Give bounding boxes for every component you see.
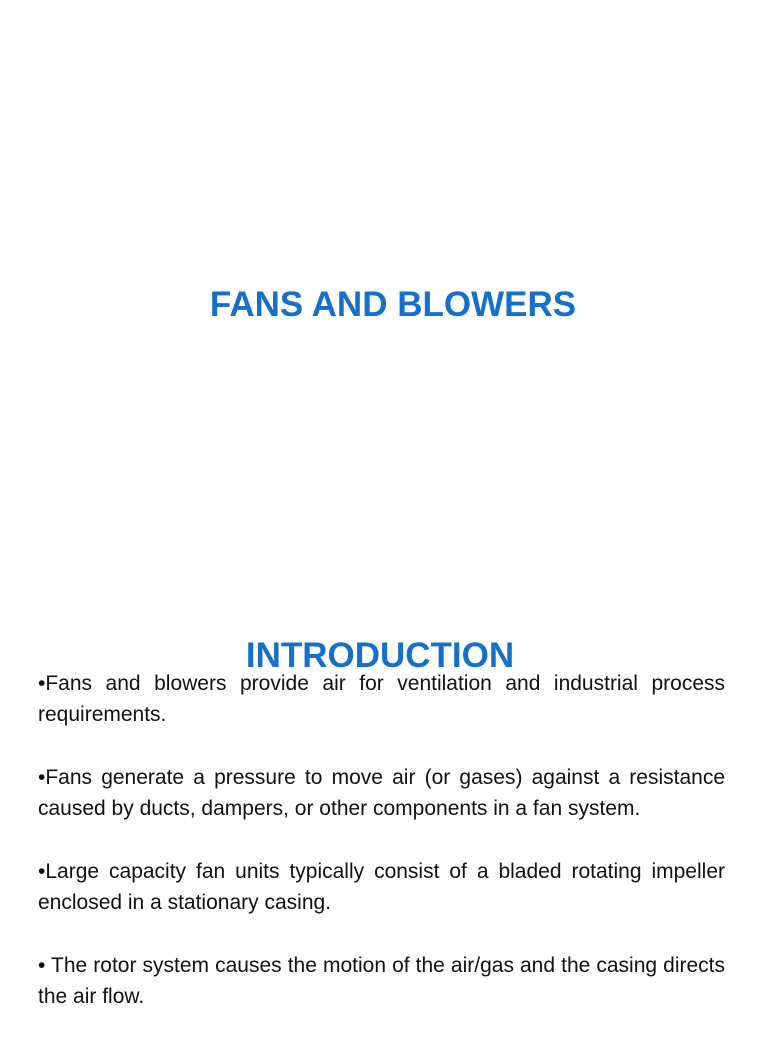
bullet-item: • The rotor system causes the motion of the air/gas and the casing directs the air flow.: [38, 954, 725, 1008]
bullet-item: •Large capacity fan units typically consist of a bladed rotating impeller enclosed in a stationary casing.: [38, 860, 725, 914]
bullet-item: •Fans and blowers provide air for ventilation and industrial process requirements.: [38, 672, 725, 726]
bullet-list: [38, 668, 725, 1044]
section-heading-introduction: INTRODUCTION: [245, 636, 515, 676]
bullet-item: •Fans generate a pressure to move air (or gases) against a resistance caused by ducts, dampers, or other components in a fan system.: [38, 766, 725, 820]
slide-title: FANS AND BLOWERS: [209, 285, 577, 325]
